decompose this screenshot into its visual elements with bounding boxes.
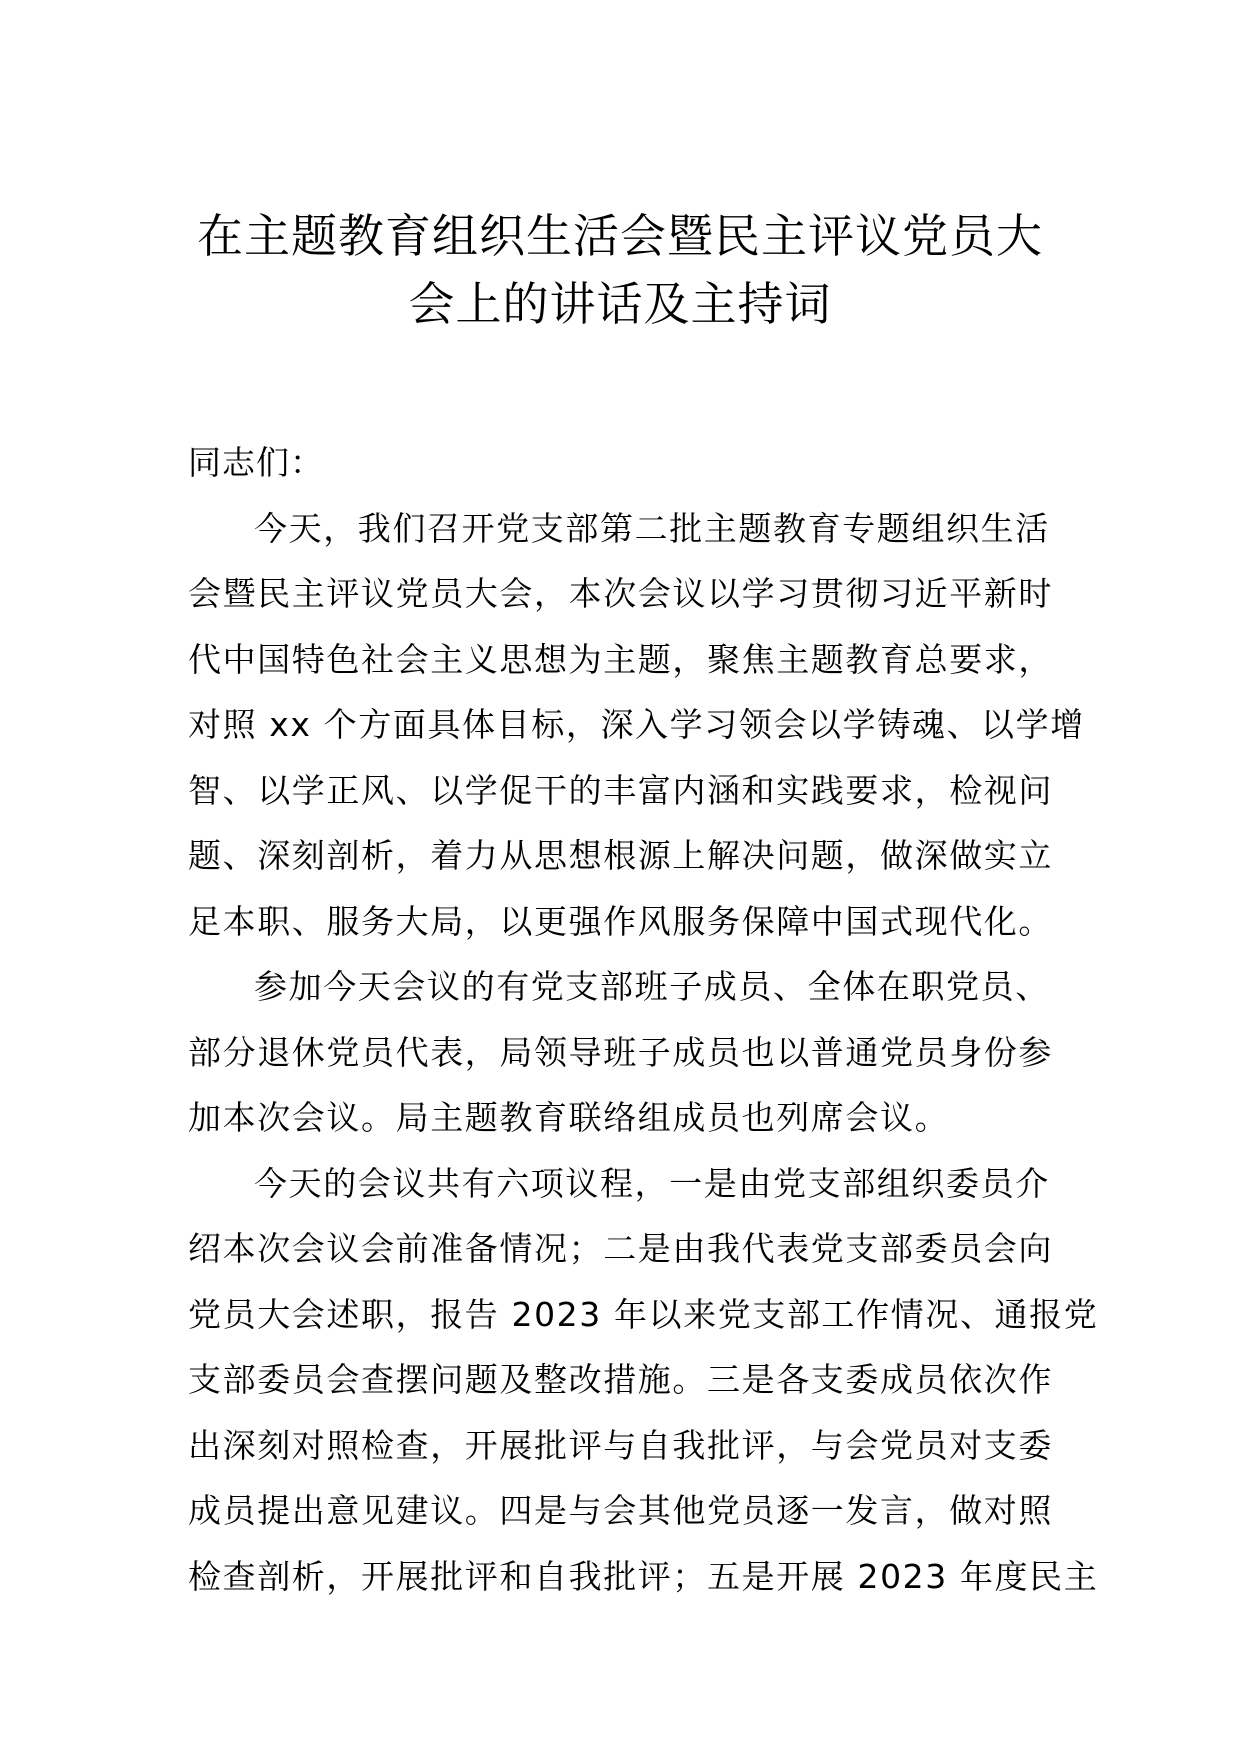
paragraph-line: 今天，我们召开党支部第二批主题教育专题组织生活	[254, 508, 1050, 548]
title-line: 会上的讲话及主持词	[408, 277, 832, 331]
paragraph-line: 成员提出意见建议。四是与会其他党员逐一发言，做对照	[188, 1491, 1053, 1530]
document-title	[150, 202, 1090, 338]
paragraph-line: 出深刻对照检查，开展批评与自我批评，与会党员对支委	[188, 1425, 1053, 1465]
paragraph-1	[188, 496, 1085, 955]
paragraph-line: 支部委员会查摆问题及整改措施。三是各支委成员依次作	[188, 1360, 1053, 1399]
paragraph-line: 加本次会议。局主题教育联络组成员也列席会议。	[188, 1098, 950, 1137]
document-body	[188, 430, 1099, 1609]
paragraph-line: 今天的会议共有六项议程，一是由党支部组织委员介	[254, 1163, 1050, 1203]
paragraph-line: 参加今天会议的有党支部班子成员、全体在职党员、	[254, 967, 1050, 1006]
paragraph-3	[188, 1151, 1099, 1610]
paragraph-line: 绍本次会议会前准备情况；二是由我代表党支部委员会向	[188, 1229, 1053, 1268]
paragraph-line: 代中国特色社会主义思想为主题，聚焦主题教育总要求，	[188, 639, 1053, 679]
salutation: 同志们：	[188, 443, 324, 482]
paragraph-line: 检查剖析，开展批评和自我批评；五是开展 2023 年度民主	[188, 1556, 1099, 1596]
paragraph-2	[188, 954, 1068, 1151]
paragraph-line: 智、以学正风、以学促干的丰富内涵和实践要求，检视问	[188, 770, 1053, 810]
paragraph-line: 党员大会述职，报告 2023 年以来党支部工作情况、通报党	[188, 1294, 1099, 1334]
paragraph-line: 题、深刻剖析，着力从思想根源上解决问题，做深做实立	[188, 836, 1053, 875]
paragraph-line: 对照 xx 个方面具体目标，深入学习领会以学铸魂、以学增	[188, 705, 1085, 744]
paragraph-line: 会暨民主评议党员大会，本次会议以学习贯彻习近平新时	[188, 574, 1053, 613]
paragraph-line: 部分退休党员代表，局领导班子成员也以普通党员身份参	[188, 1032, 1053, 1072]
paragraph-line: 足本职、服务大局，以更强作风服务保障中国式现代化。	[188, 901, 1053, 941]
title-line: 在主题教育组织生活会暨民主评议党员大	[197, 209, 1043, 263]
